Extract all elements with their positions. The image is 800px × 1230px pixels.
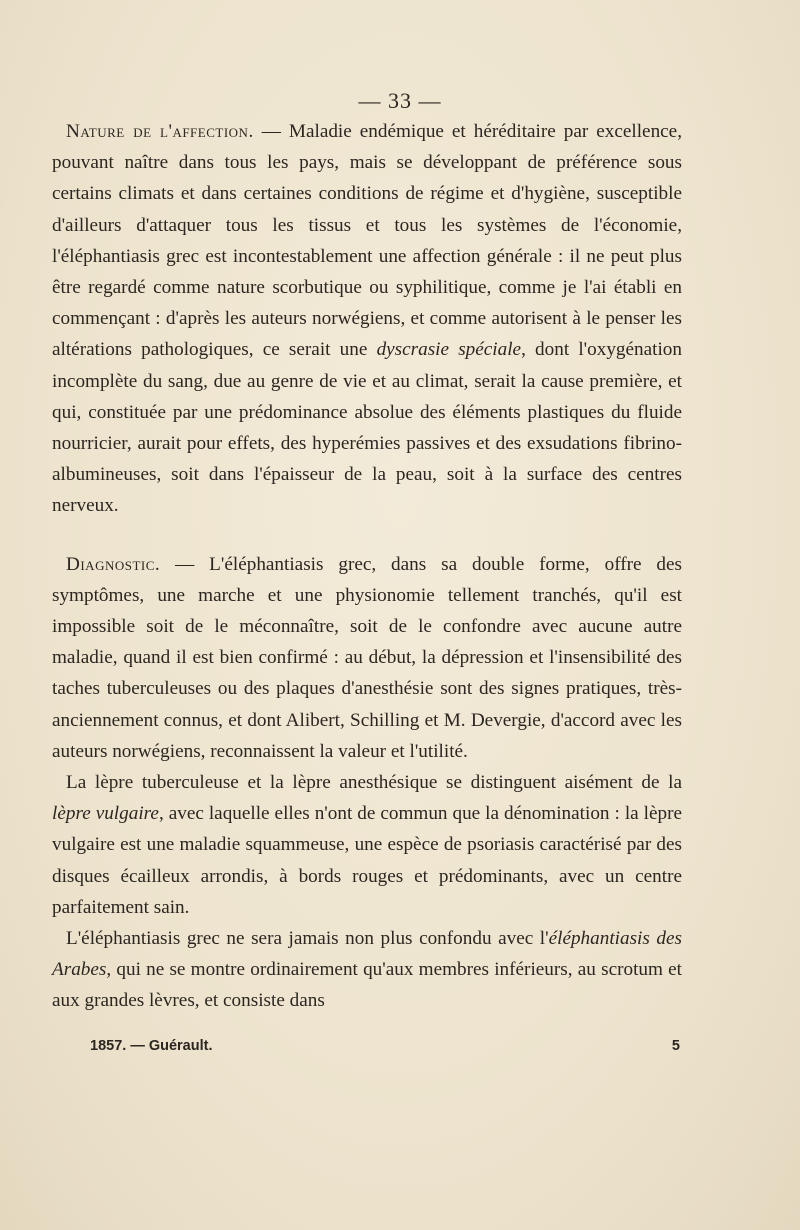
emphasis: lèpre vulgaire (52, 803, 159, 825)
paragraph-tail: , dont l'oxygénation incomplète du sang, due au genre de vie et au climat, serait la cause première, et qui, constituée par une prédominance absolue des éléments plastiques du fluide nourricier, aurait pour effets, des hyperémies passives et des exsudations fibrino-albumineuses, soit dans l'épaisseur de la peau, soit à la surface des centres nerveux. (52, 339, 682, 517)
paragraph-tail: , avec laquelle elles n'ont de commun que la dénomination : la lèpre vulgaire est une maladie squammeuse, une espèce de psoriasis caractérisé par des disques écailleux arrondis, à bords rouges et prédominants, avec un centre parfaitement sain. (52, 803, 682, 918)
paragraph-tail: , qui ne se montre ordinairement qu'aux membres inférieurs, au scrotum et aux grandes lèvres, et consiste dans (52, 959, 682, 1012)
paragraph-text: L'éléphantiasis grec ne sera jamais non plus confondu avec l' (66, 928, 549, 950)
page-number: — 33 — (358, 88, 442, 113)
section-heading-nature: Nature de l'affection. (66, 121, 254, 142)
section-heading-diagnostic: Diagnostic. (66, 553, 161, 575)
printer-signature: 1857. — Guérault. (90, 1038, 213, 1054)
paragraph-lepre (52, 767, 682, 923)
paragraph-text: — L'éléphantiasis grec, dans sa double forme, offre des symptômes, une marche et une physionomie tellement tranchés, qu'il est impossible soit de le méconnaître, soit de le confondre avec aucune autre maladie, quand il est bien confirmé : au début, la dépression et l'insensibilité des taches tuberculeuses ou des plaques d'anesthésie sont des signes pratiques, très-anciennement connus, et dont Alibert, Schilling et M. Devergie, d'accord avec les auteurs norwégiens, reconnaissent la valeur et l'utilité. (52, 553, 682, 762)
paragraph-elephantiasis-arabes (52, 923, 682, 1017)
paragraph-nature (52, 116, 682, 522)
signature-line (90, 1038, 680, 1054)
paragraph-diagnostic (52, 549, 682, 767)
body-text (52, 116, 682, 1017)
paragraph-text: — Maladie endémique et héréditaire par excellence, pouvant naître dans tous les pays, mais se développant de préférence sous certains climats et dans certaines conditions de régime et d'hygiène, susceptible d'ailleurs d'attaquer tous les tissus et tous les systèmes de l'économie, l'éléphantiasis grec est incontestablement une affection générale : il ne peut plus être regardé comme nature scorbutique ou syphilitique, comme je l'ai établi en commençant : d'après les auteurs norwégiens, et comme autorisent à le penser les altérations pathologiques, ce serait une (52, 121, 682, 361)
paragraph-text: La lèpre tuberculeuse et la lèpre anesthésique se distinguent aisément de la (66, 772, 682, 794)
emphasis: éléphantiasis des Arabes (52, 928, 682, 981)
emphasis: dyscrasie spéciale (376, 339, 522, 361)
sheet-number: 5 (671, 1038, 680, 1054)
